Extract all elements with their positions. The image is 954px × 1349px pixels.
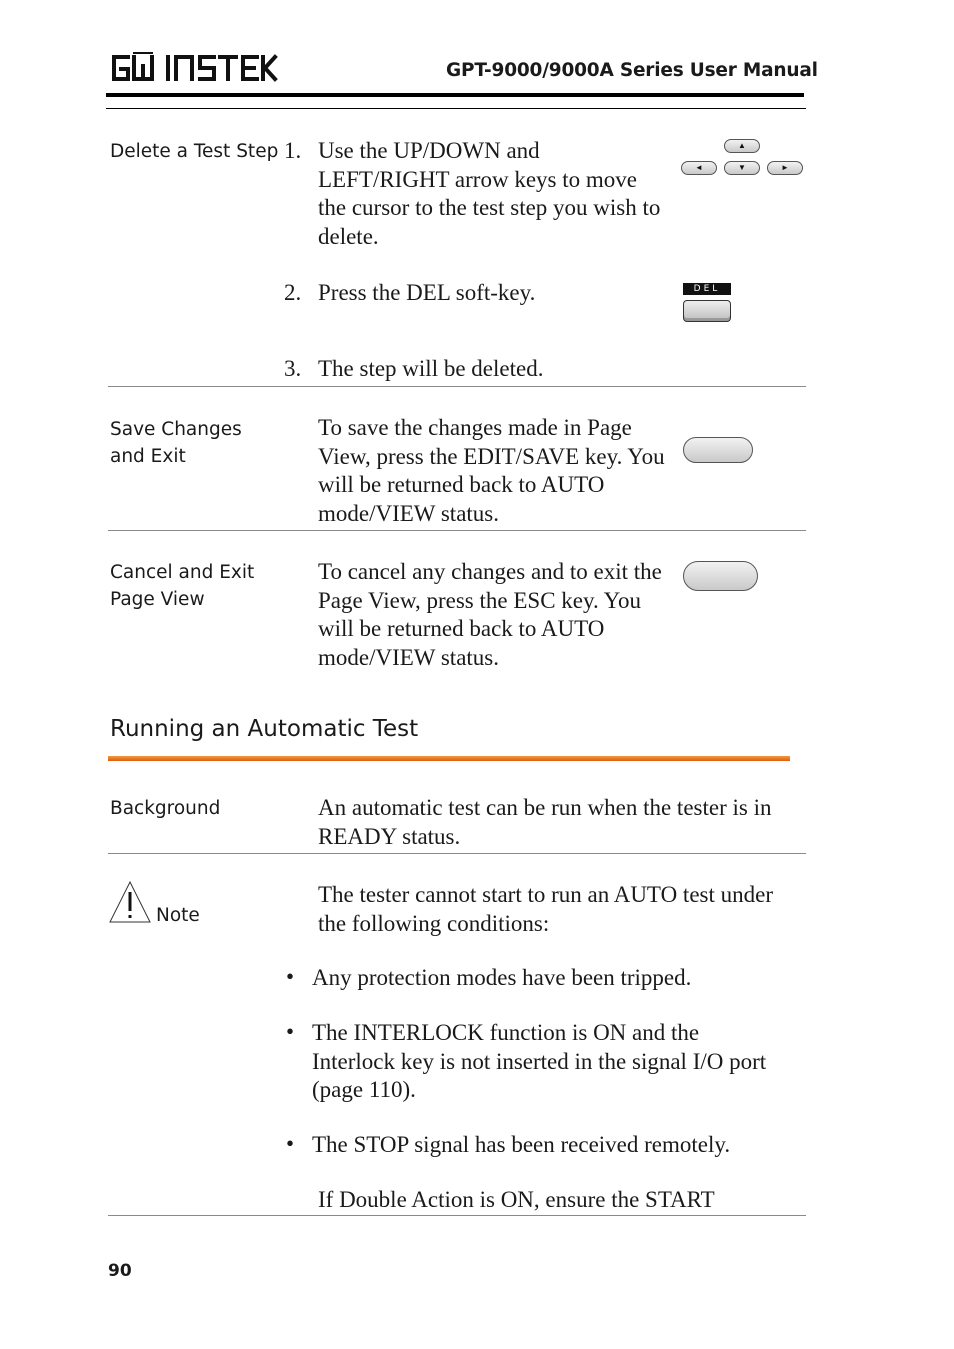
step-text-1: Use the UP/DOWN and LEFT/RIGHT arrow keys to move the cursor to the test step you wish to delete. (318, 138, 661, 249)
save-changes-text: To save the changes made in Page View, press the EDIT/SAVE key. You will be returned back to AUTO mode/VIEW status. (318, 415, 665, 526)
divider (108, 530, 806, 531)
background-label: Background (110, 798, 221, 819)
del-softkey-icon (683, 300, 731, 322)
delete-step-label: Delete a Test Step (110, 141, 279, 162)
note-bullet-1: Any protection modes have been tripped. (312, 965, 692, 990)
note-bullet-2: The INTERLOCK function is ON and the Interlock key is not inserted in the signal I/O port (page 110). (312, 1020, 767, 1102)
step-text-2: Press the DEL soft-key. (318, 280, 536, 305)
step-number-1: 1. (284, 138, 302, 163)
cancel-exit-label: Cancel and Exit Page View (110, 562, 255, 610)
header-rule (106, 93, 804, 97)
bullet-icon: • (286, 1131, 295, 1156)
step-text-3: The step will be deleted. (318, 356, 544, 381)
divider (108, 853, 806, 854)
warning-triangle-icon (108, 880, 152, 924)
save-changes-label: Save Changes and Exit (110, 419, 242, 467)
manual-title: GPT-9000/9000A Series User Manual (446, 60, 818, 81)
arrow-up-key-icon: ▲ (724, 139, 760, 153)
esc-key-icon (683, 561, 758, 591)
bullet-icon: • (286, 964, 295, 989)
edit-save-key-icon (683, 437, 753, 463)
background-text: An automatic test can be run when the tester is in READY status. (318, 795, 772, 849)
gw-instek-logo (108, 52, 278, 84)
arrow-right-key-icon: ► (767, 161, 803, 175)
step-number-3: 3. (284, 356, 302, 381)
note-intro: The tester cannot start to run an AUTO test under the following conditions: (318, 882, 773, 936)
del-softkey-label: DEL (683, 283, 731, 295)
arrow-down-key-icon: ▼ (724, 161, 760, 175)
section-underline (108, 756, 790, 761)
divider (108, 386, 806, 387)
divider (108, 1215, 806, 1216)
note-bullet-3: The STOP signal has been received remotely. (312, 1132, 731, 1157)
header-rule-thin (106, 108, 806, 109)
arrow-left-key-icon: ◄ (681, 161, 717, 175)
page-number: 90 (108, 1261, 132, 1281)
cancel-exit-text: To cancel any changes and to exit the Page View, press the ESC key. You will be returned back to AUTO mode/VIEW status. (318, 559, 662, 670)
note-label: Note (156, 905, 200, 926)
note-trailing-text: If Double Action is ON, ensure the START (318, 1187, 715, 1212)
section-title: Running an Automatic Test (110, 716, 419, 742)
bullet-icon: • (286, 1019, 295, 1044)
step-number-2: 2. (284, 280, 302, 305)
